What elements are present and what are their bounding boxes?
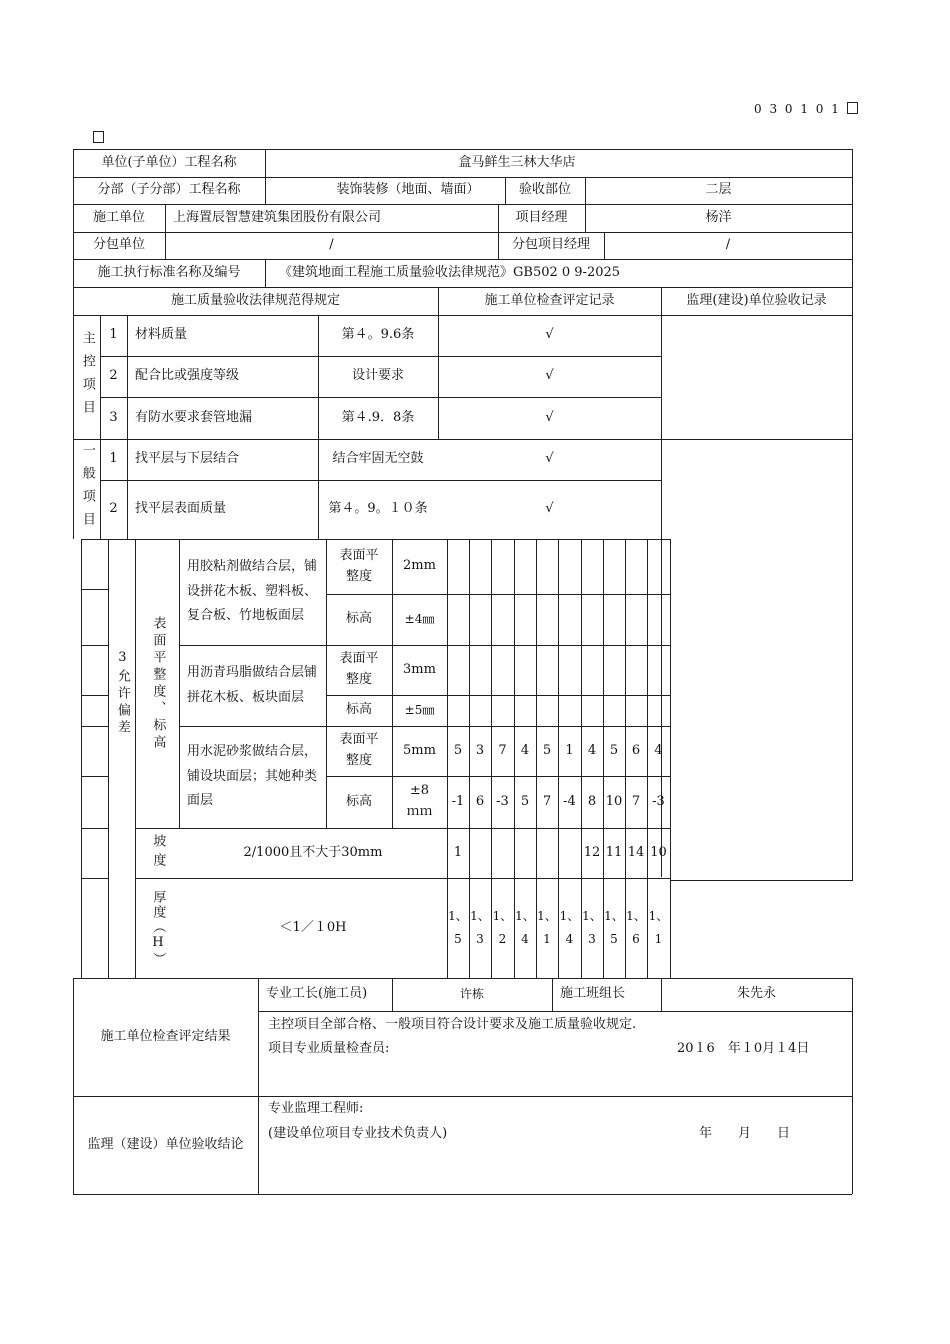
slope-value-1: 1	[453, 844, 463, 860]
general-label: 一般项目	[79, 443, 95, 535]
elev-value-1: -1	[451, 793, 465, 809]
elev-label-3: 标高	[345, 793, 372, 809]
mc-name-1: 材料质量	[135, 327, 188, 343]
result-label: 施工单位检查评定结果	[100, 1028, 231, 1044]
mc-no-2: 2	[109, 368, 118, 384]
flat-value-2: 3	[475, 742, 485, 758]
type2-desc: 用沥青玛脂做结合层铺拼花木板、板块面层	[187, 664, 318, 705]
mc-result-3: √	[545, 409, 554, 425]
thick-value-4: 1、4	[515, 909, 535, 946]
elev-value-3: -3	[496, 793, 509, 809]
group-label: 表面平整度、标高	[150, 616, 166, 752]
builder-label: 施工单位	[92, 209, 145, 225]
slope-value-7: 12	[583, 844, 601, 860]
gen-no-1: 1	[109, 451, 118, 467]
elev-value-4: 5	[520, 793, 530, 809]
foreman-label: 专业工长(施工员)	[266, 986, 368, 1002]
subcon-label: 分包单位	[92, 237, 145, 253]
flat-label-3: 表面平整度	[339, 732, 379, 768]
elev-label-2: 标高	[345, 702, 372, 718]
slope-value-3	[491, 828, 514, 878]
slope-value-10: 10	[650, 844, 667, 860]
col-supervise: 监理(建设)单位验收记录	[686, 292, 827, 308]
gen-result-1: √	[545, 451, 554, 467]
form-code	[754, 102, 858, 116]
t1-flat: 2mm	[403, 558, 436, 574]
foreman-value: 许栋	[459, 986, 484, 1001]
subcon-value: /	[329, 237, 334, 253]
pm-label: 项目经理	[515, 209, 568, 225]
engineer-label: 专业监理工程师:	[268, 1101, 364, 1116]
unit-label: 单位(子单位）工程名称	[101, 154, 237, 170]
t3-elev: ±8ｍｍ	[406, 783, 433, 819]
elev-value-5: 7	[542, 793, 552, 809]
t2-flat: 3mm	[403, 661, 436, 677]
elev-value-2: 6	[475, 793, 485, 809]
thick-value-8: 1、5	[604, 909, 624, 946]
gen-result-2: √	[545, 501, 554, 517]
flat-value-4: 4	[520, 742, 530, 758]
thick-value-5: 1、1	[537, 909, 557, 946]
type1-desc: 用胶粘剂做结合层，铺设拼花木板、塑料板、复合板、竹地板面层	[187, 558, 318, 624]
mc-name-3: 有防水要求套管地漏	[135, 409, 253, 425]
col-spec: 施工质量验收法律规范得规定	[170, 292, 340, 308]
subpm-label: 分包项目经理	[511, 237, 590, 253]
elev-value-8: 10	[605, 793, 623, 809]
conclusion-text: 主控项目全部合格、一般项目符合设计要求及施工质量验收规定.	[268, 1017, 637, 1032]
mc-no-3: 3	[109, 409, 118, 425]
slope-value-6	[558, 828, 581, 878]
slope-req: 2/1000且不大于30mm	[243, 844, 383, 860]
slope-label: 坡度	[150, 834, 166, 872]
supervision-label: 监理（建设）单位验收结论	[87, 1136, 244, 1152]
thick-label: 厚度（H）	[150, 889, 166, 967]
thick-value-9: 1、6	[626, 909, 646, 946]
sub-label: 分部（子分部）工程名称	[97, 182, 241, 198]
elev-value-9: 7	[631, 793, 641, 809]
flat-value-9: 6	[631, 742, 641, 758]
leader-value: 朱先永	[736, 986, 776, 1002]
owner-label: (建设单位项目专业技术负责人)	[268, 1126, 448, 1141]
checkbox-square	[847, 102, 858, 114]
mc-req-3: 第４.9．8条	[341, 409, 415, 425]
type3-desc: 用水泥砂浆做结合层，铺设块面层；其她种类面层	[187, 743, 318, 809]
gen-req-2: 第４。9。１０条	[328, 501, 428, 517]
thick-value-6: 1、4	[559, 909, 580, 946]
builder-value: 上海置辰智慧建筑集团股份有限公司	[173, 209, 382, 225]
leader-label: 施工班组长	[560, 986, 626, 1002]
mc-no-1: 1	[109, 327, 118, 343]
slope-value-2	[469, 828, 491, 878]
subpm-value: /	[725, 237, 731, 253]
flat-value-6: 1	[565, 742, 574, 758]
slope-value-5	[536, 828, 558, 878]
thick-value-7: 1、3	[582, 909, 602, 946]
t3-flat: 5mm	[403, 742, 436, 758]
std-label: 施工执行标准名称及编号	[97, 264, 241, 280]
flat-value-1: 5	[453, 742, 463, 758]
thick-value-10: 1、1	[648, 909, 669, 946]
elev-label-1: 标高	[345, 611, 372, 627]
main-control-label: 主控项目	[79, 331, 95, 423]
gen-no-2: 2	[109, 501, 118, 517]
t1-elev: ±4㎜	[404, 611, 435, 626]
thick-value-2: 1、3	[470, 909, 490, 946]
t2-elev: ±5㎜	[404, 702, 435, 717]
flat-value-3: 7	[498, 742, 507, 758]
flat-value-10: 4	[654, 742, 663, 758]
slope-value-9: 14	[627, 844, 645, 860]
mc-name-2: 配合比或强度等级	[135, 368, 240, 384]
gen-name-1: 找平层与下层结合	[135, 451, 240, 467]
inspector-label: 项目专业质量检查员:	[268, 1041, 390, 1056]
thick-value-3: 1、2	[492, 909, 513, 946]
elev-value-7: 8	[587, 793, 597, 809]
supervision-date: 年 月 日	[699, 1126, 791, 1141]
part-label: 验收部位	[518, 182, 571, 198]
flat-value-7: 4	[587, 742, 597, 758]
mc-req-1: 第４。9.6条	[341, 327, 415, 343]
col-check: 施工单位检查评定记录	[484, 292, 615, 308]
slope-value-4	[514, 828, 536, 878]
elev-value-6: -4	[563, 793, 576, 809]
elev-value-10: -3	[652, 793, 665, 809]
checkbox-square	[93, 131, 104, 143]
slope-value-8: 11	[605, 844, 623, 860]
flat-value-5: 5	[542, 742, 552, 758]
part-value: 二层	[705, 182, 732, 198]
flat-value-8: 5	[609, 742, 619, 758]
unit-value: 盒马鲜生三林大华店	[458, 154, 576, 170]
mc-result-2: √	[545, 368, 554, 384]
gen-name-2: 找平层表面质量	[135, 501, 227, 517]
std-value: 《建筑地面工程施工质量验收法律规范》GB502 0 9-2025	[279, 264, 621, 280]
thick-req: ＜1／１0H	[279, 919, 347, 935]
thick-value-1: 1、5	[448, 909, 468, 946]
result-date: 20１6 年１0月１4日	[677, 1041, 810, 1056]
flat-label-2: 表面平整度	[339, 651, 379, 687]
flat-label-1: 表面平整度	[339, 547, 379, 584]
gen-req-1: 结合牢固无空鼓	[332, 451, 424, 467]
pm-value: 杨洋	[705, 209, 732, 225]
mc-result-1: √	[545, 327, 554, 343]
tolerance-label: 3允许偏差	[114, 650, 130, 737]
mc-req-2: 设计要求	[351, 368, 404, 384]
form-code-text: 0 3 0 1 0 1	[754, 102, 841, 116]
sub-value: 装饰装修（地面、墙面）	[336, 182, 480, 198]
